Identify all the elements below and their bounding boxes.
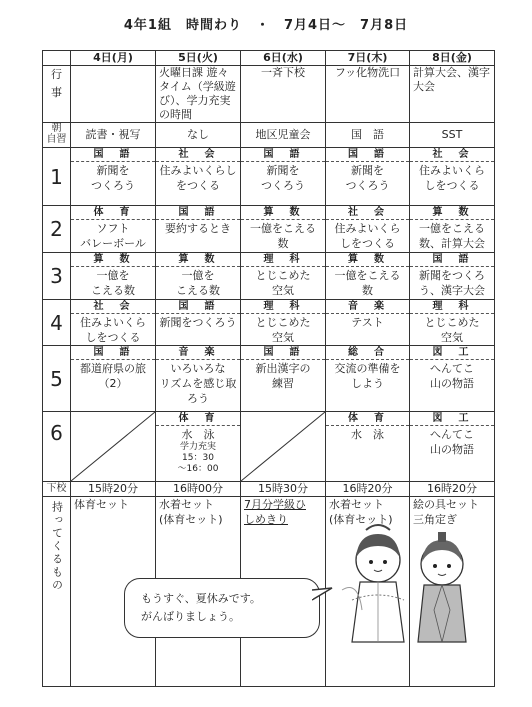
bring-cell: 7月分学級ひ しめきり — [241, 497, 326, 687]
lesson-cell: 音 楽 いろいろな リズムを感じ取 ろう — [156, 346, 241, 412]
subject-label: 社 会 — [326, 206, 409, 220]
lesson-cell: 理 科 とじこめた 空気 — [241, 300, 326, 346]
lesson-cell: 算 数 一億をこえる 数 — [326, 253, 410, 300]
lesson-cell: 理 科 とじこめた 空気 — [241, 253, 326, 300]
subject-label: 音 楽 — [326, 300, 409, 314]
lesson-cell: 国 語 新聞を つくろう — [241, 148, 326, 206]
event-cell: 火曜日課 遊々タイム（学級遊び）、学力充実の時間 — [156, 66, 241, 123]
dismissal-row — [43, 482, 495, 497]
lesson-cell: 社 会 住みよいくら しをつくる — [410, 148, 495, 206]
subject-label: 算 数 — [156, 253, 240, 267]
subject-label: 総 合 — [326, 346, 409, 360]
period-number: 2 — [43, 206, 71, 253]
events-label: 行 事 — [43, 66, 71, 123]
subject-label: 理 科 — [410, 300, 494, 314]
period-number: 1 — [43, 148, 71, 206]
lesson-cell: 算 数 一億を こえる数 — [71, 253, 156, 300]
period-row — [43, 346, 495, 412]
subject-label: 国 語 — [156, 300, 240, 314]
subject-label: 体 育 — [326, 412, 409, 426]
day-header: 8日(金) — [410, 51, 495, 66]
bring-cell: 体育セット — [71, 497, 156, 687]
event-cell — [71, 66, 156, 123]
lesson-cell: 音 楽 テスト — [326, 300, 410, 346]
morning-label: 朝 自習 — [43, 123, 71, 148]
page-title: 4年1組 時間わり ・ 7月4日～ 7月8日 — [123, 18, 409, 33]
lesson-cell: 国 語 新聞を つくろう — [326, 148, 410, 206]
subject-label: 国 語 — [241, 346, 325, 360]
subject-label: 国 語 — [71, 148, 155, 162]
event-cell: 一斉下校 — [241, 66, 326, 123]
lesson-cell: 国 語 新出漢字の 練習 — [241, 346, 326, 412]
event-cell: フッ化物洗口 — [326, 66, 410, 123]
subject-label: 体 育 — [71, 206, 155, 220]
speech-bubble-tail — [312, 586, 334, 608]
day-header: 6日(水) — [241, 51, 326, 66]
subject-label: 国 語 — [241, 148, 325, 162]
lesson-cell: 体 育 ソフト バレーボール — [71, 206, 156, 253]
lesson-cell: 体 育 水 泳 — [326, 412, 410, 482]
period-row — [43, 206, 495, 253]
no-lesson-cell — [71, 412, 156, 482]
period-row — [43, 148, 495, 206]
period-number: 6 — [43, 412, 71, 482]
subject-label: 社 会 — [71, 300, 155, 314]
lesson-cell: 算 数 一億をこえる 数、計算大会 — [410, 206, 495, 253]
subject-label: 理 科 — [241, 253, 325, 267]
dismissal-time: 15時30分 — [241, 482, 326, 497]
lesson-cell: 図 工 へんてこ 山の物語 — [410, 346, 495, 412]
events-row — [43, 66, 495, 123]
day-header-row — [43, 51, 495, 66]
subject-label: 国 語 — [410, 253, 494, 267]
lesson-cell: 国 語 都道府県の旅 （2） — [71, 346, 156, 412]
hikoboshi-figure — [418, 532, 466, 642]
dismissal-time: 16時20分 — [326, 482, 410, 497]
morning-cell: SST — [410, 123, 495, 148]
dismissal-label: 下校 — [43, 482, 71, 497]
no-lesson-cell — [241, 412, 326, 482]
dismissal-time: 15時20分 — [71, 482, 156, 497]
bring-cell: 水着セット (体育セット) — [156, 497, 241, 687]
period-row — [43, 300, 495, 346]
lesson-cell: 算 数 一億をこえる 数 — [241, 206, 326, 253]
lesson-cell: 国 語 新聞を つくろう — [71, 148, 156, 206]
subject-label: 社 会 — [410, 148, 494, 162]
day-header: 4日(月) — [71, 51, 156, 66]
morning-cell: 地区児童会 — [241, 123, 326, 148]
day-header: 5日(火) — [156, 51, 241, 66]
diagonal-line — [241, 412, 325, 481]
morning-cell: なし — [156, 123, 241, 148]
subject-label: 体 育 — [156, 412, 240, 426]
lesson-cell: 図 工 へんてこ 山の物語 — [410, 412, 495, 482]
lesson-cell: 算 数 一億を こえる数 — [156, 253, 241, 300]
dismissal-time: 16時00分 — [156, 482, 241, 497]
subject-label: 算 数 — [241, 206, 325, 220]
subject-label: 算 数 — [410, 206, 494, 220]
morning-row — [43, 123, 495, 148]
day-header: 7日(木) — [326, 51, 410, 66]
subject-label: 社 会 — [156, 148, 240, 162]
subject-label: 図 工 — [410, 412, 494, 426]
lesson-cell: 体 育 水 泳 学力充実 15：30 ～16：00 — [156, 412, 241, 482]
lesson-cell: 社 会 住みよいくらし をつくる — [156, 148, 241, 206]
period-number: 3 — [43, 253, 71, 300]
bring-label: 持ってくるもの — [43, 497, 71, 687]
corner-cell — [43, 51, 71, 66]
subject-label: 国 語 — [326, 148, 409, 162]
dismissal-time: 16時20分 — [410, 482, 495, 497]
orihime-figure — [342, 525, 404, 642]
diagonal-line — [71, 412, 155, 481]
subject-label: 国 語 — [156, 206, 240, 220]
lesson-cell: 社 会 住みよいくら しをつくる — [71, 300, 156, 346]
lesson-cell: 総 合 交流の準備を しよう — [326, 346, 410, 412]
subject-label: 図 工 — [410, 346, 494, 360]
subject-label: 算 数 — [71, 253, 155, 267]
bring-cell: 絵の具セット 三角定ぎ — [410, 497, 495, 687]
speech-bubble: もうすぐ、夏休みです。 がんばりましょう。 — [124, 578, 320, 638]
lesson-cell: 理 科 とじこめた 空気 — [410, 300, 495, 346]
subject-label: 国 語 — [71, 346, 155, 360]
morning-cell: 国 語 — [326, 123, 410, 148]
subject-label: 理 科 — [241, 300, 325, 314]
tanabata-kids-illustration — [338, 520, 480, 650]
period-row — [43, 412, 495, 482]
subject-label: 音 楽 — [156, 346, 240, 360]
lesson-cell: 国 語 新聞をつくろう — [156, 300, 241, 346]
bring-cell: 水着セット (体育セット) — [326, 497, 410, 687]
lesson-cell: 社 会 住みよいくら しをつくる — [326, 206, 410, 253]
period-number: 4 — [43, 300, 71, 346]
period-row — [43, 253, 495, 300]
period-number: 5 — [43, 346, 71, 412]
event-cell: 計算大会、漢字大会 — [410, 66, 495, 123]
subject-label: 算 数 — [326, 253, 409, 267]
morning-cell: 読書・視写 — [71, 123, 156, 148]
lesson-cell: 国 語 新聞をつくろ う、漢字大会 — [410, 253, 495, 300]
lesson-cell: 国 語 要約するとき — [156, 206, 241, 253]
